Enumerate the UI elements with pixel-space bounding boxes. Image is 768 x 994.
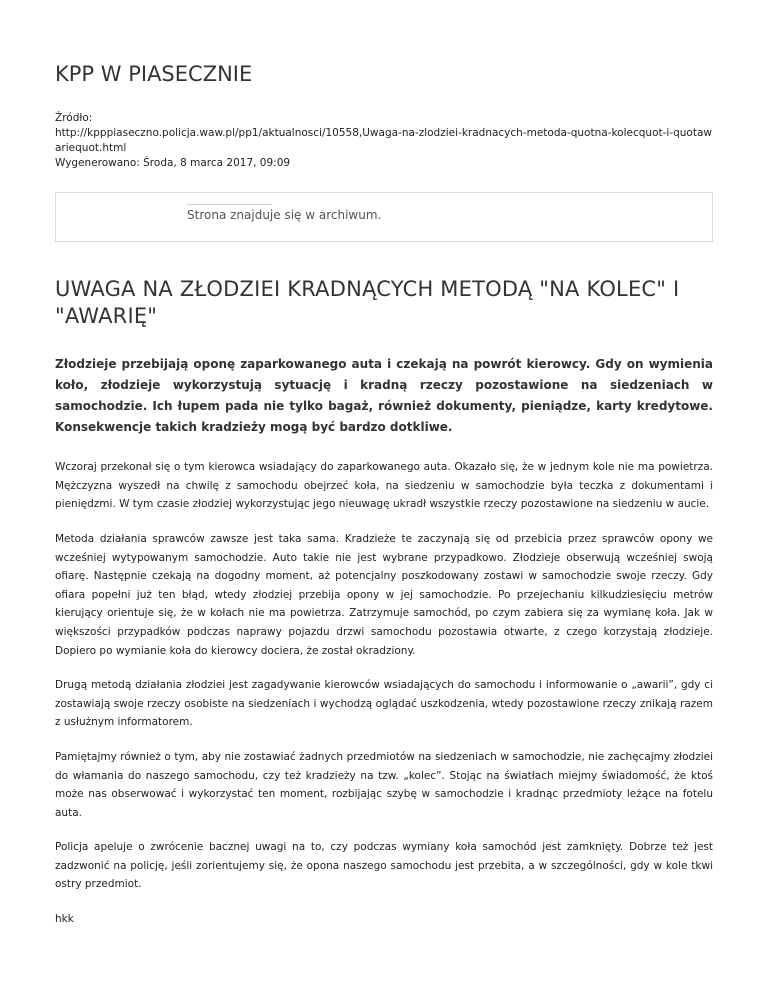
author-signature: hkk bbox=[55, 913, 74, 926]
article-paragraph: Drugą metodą działania złodziei jest zagadywanie kierowców wsiadających do samochodu i informowanie o „awarii”, gdy ci zostawiają swoje rzeczy osobiste na siedzeniach i wychodzą oglądać uszkodzenia, wtedy pozostawione rzeczy znikają razem z usłużnym informatorem. bbox=[55, 679, 713, 729]
article-paragraph: Policja apeluje o zwrócenie bacznej uwagi na to, czy podczas wymiany koła samochód jest zamknięty. Dobrze też jest zadzwonić na policję, jeśli zorientujemy się, że opona naszego samochodu jest przebita, a w szczególności, gdy w kole tkwi ostry przedmiot. bbox=[55, 841, 713, 891]
archive-divider bbox=[187, 204, 272, 205]
source-url: http://kpppiaseczno.policja.waw.pl/pp1/aktualnosci/10558,Uwaga-na-zlodziei-kradnacych-metoda-quotna-kolecquot-i-quotawariequot.html bbox=[55, 127, 712, 155]
archive-notice-box bbox=[55, 192, 713, 242]
archive-notice: Strona znajduje się w archiwum. bbox=[187, 208, 382, 223]
generated-date: Wygenerowano: Środa, 8 marca 2017, 09:09 bbox=[55, 157, 291, 170]
site-title: KPP W PIASECZNIE bbox=[55, 62, 253, 86]
meta-block bbox=[55, 111, 713, 171]
article-paragraph: Wczoraj przekonał się o tym kierowca wsiadający do zaparkowanego auta. Okazało się, że w jednym kole nie ma powietrza. Mężczyzna wyszedł na chwilę z samochodu obejrzeć koła, na siedzeniu w samochodzie była teczka z dokumentami i pieniędzmi. W tym czasie złodziej wykorzystując jego nieuwagę ukradł wszystkie rzeczy pozostawione na siedzeniu w aucie. bbox=[55, 461, 713, 511]
article-lead: Złodzieje przebijają oponę zaparkowanego auta i czekają na powrót kierowcy. Gdy on wymienia koło, złodzieje wykorzystują sytuację i kradną rzeczy pozostawione na siedzeniach w samochodzie. Ich łupem pada nie tylko bagaż, również dokumenty, pieniądze, karty kredytowe. Konsekwencje takich kradzieży mogą być bardzo dotkliwe. bbox=[55, 357, 713, 435]
article-paragraph: Pamiętajmy również o tym, aby nie zostawiać żadnych przedmiotów na siedzeniach w samochodzie, nie zachęcajmy złodziei do włamania do naszego samochodu, czy też kradzieży na tzw. „kolec”. Stojąc na światłach miejmy świadomość, że ktoś może nas obserwować i wykorzystać ten moment, rozbijając szybę w samochodzie i kradnąc przedmioty leżące na fotelu auta. bbox=[55, 750, 713, 819]
article-title: UWAGA NA ZŁODZIEI KRADNĄCYCH METODĄ "NA KOLEC" I "AWARIĘ" bbox=[55, 277, 680, 329]
source-label: Źródło: bbox=[55, 112, 93, 125]
article-paragraph: Metoda działania sprawców zawsze jest taka sama. Kradzieże te zaczynają się od przebicia przez sprawców opony we wcześniej wytypowanym samochodzie. Auto takie nie jest wybrane przypadkowo. Złodzieje obserwują wcześniej swoją ofiarę. Następnie czekają na dogodny moment, aż potencjalny poszkodowany zostawi w samochodzie swoje rzeczy. Gdy ofiara popełni już ten błąd, wtedy złodziej przebija opony w jej samochodzie. Po przejechaniu kilkudziesięciu metrów kierujący orientuje się, że w kołach nie ma powietrza. Zatrzymuje samochód, po czym zabiera się za wymianę koła. Jak w większości przypadków podczas naprawy pojazdu drzwi samochodu pozostawia otwarte, z czego korzystają złodzieje. Dopiero po wymianie koła do kierowcy dociera, że został okradziony. bbox=[55, 532, 713, 657]
